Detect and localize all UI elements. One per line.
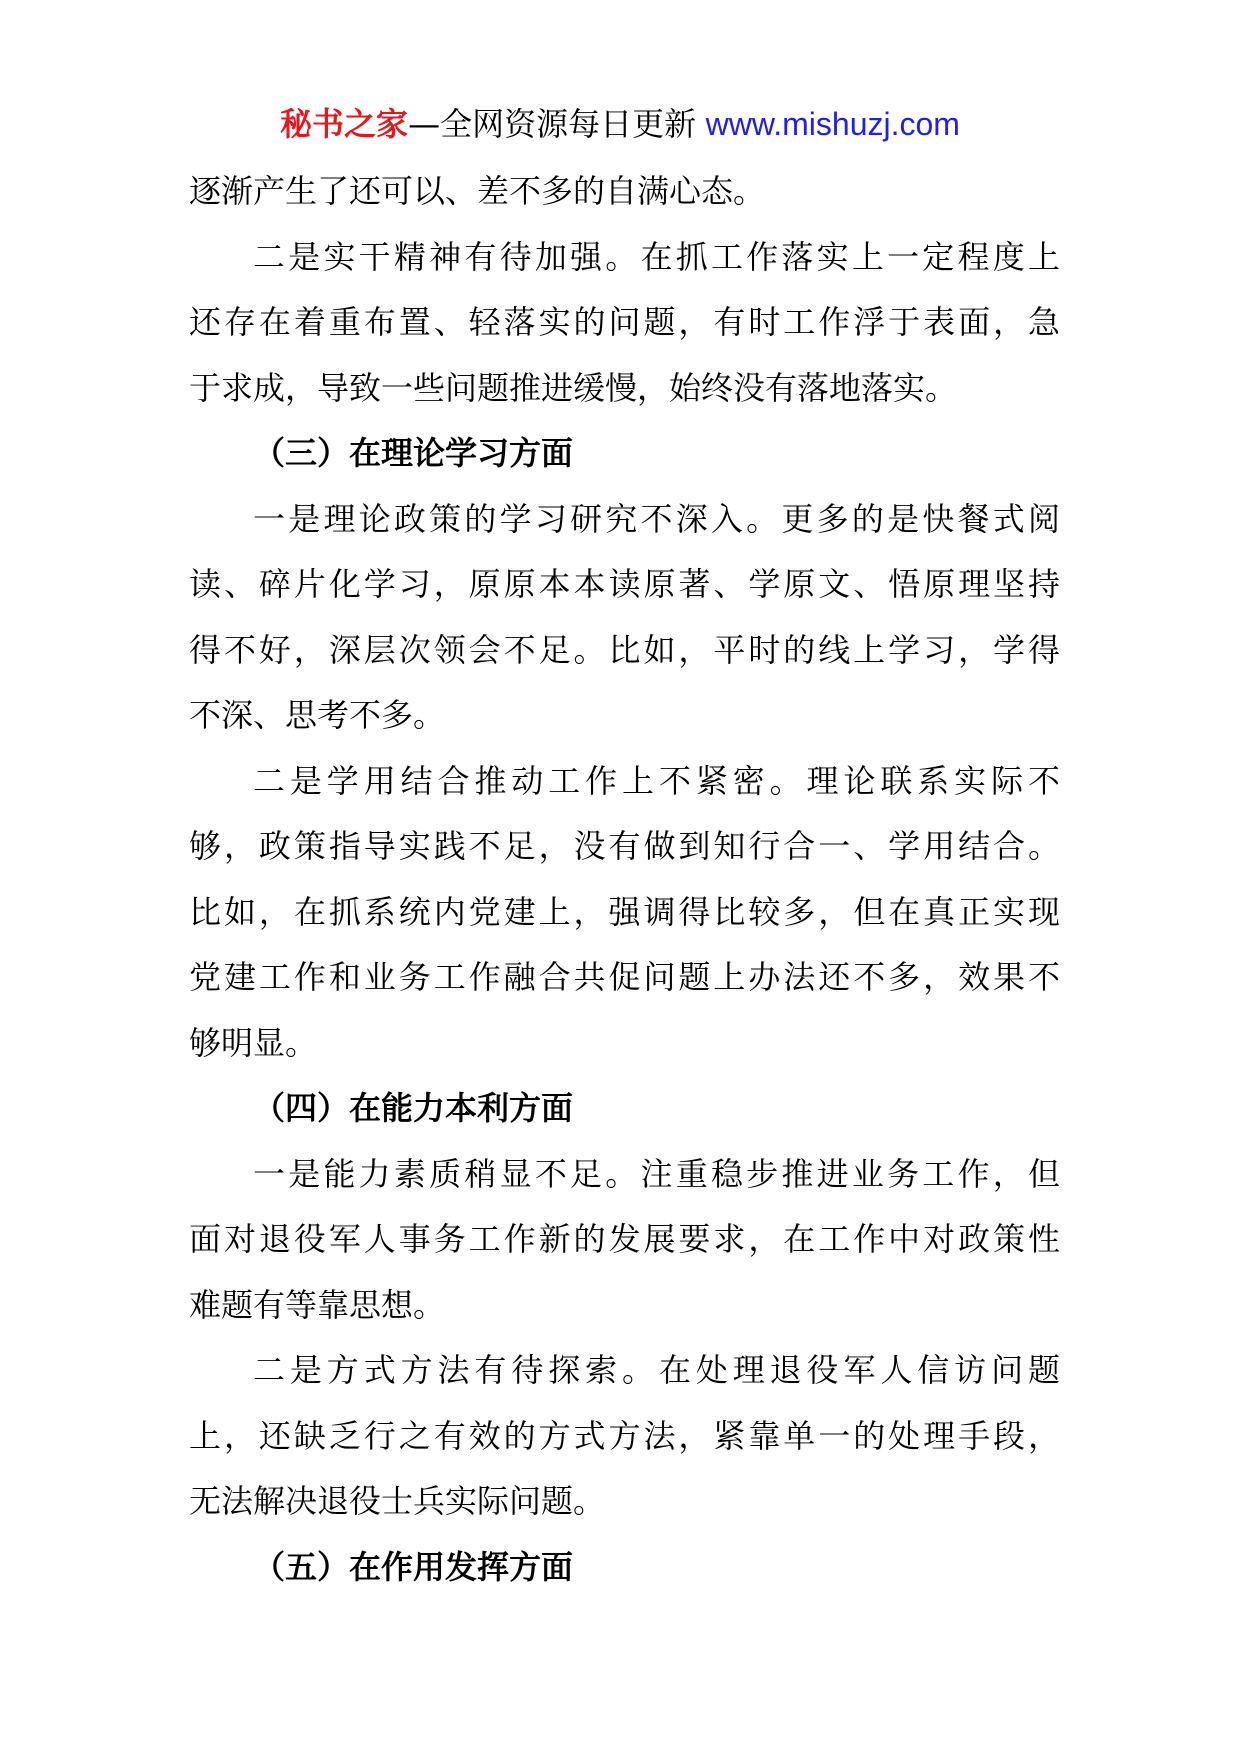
paragraph: [189, 159, 1060, 225]
body-text-line: 够，政策指导实践不足，没有做到知行合一、学用结合。: [189, 827, 1060, 865]
paragraph: [189, 225, 1060, 422]
body-text-line: 一是能力素质稍显不足。注重稳步推进业务工作，但: [253, 1154, 1060, 1193]
body-text-line: 比如，在抓系统内党建上，强调得比较多，但在真正实现: [189, 892, 1060, 931]
section-heading: （三）在理论学习方面: [253, 434, 574, 472]
body-text-line: 一是理论政策的学习研究不深入。更多的是快餐式阅: [253, 499, 1060, 538]
body-text-line: 无法解决退役士兵实际问题。: [189, 1482, 606, 1520]
body-text-line: 得不好，深层次领会不足。比如，平时的线上学习，学得: [189, 630, 1060, 669]
section-heading: （四）在能力本利方面: [253, 1089, 574, 1127]
body-text-line: 党建工作和业务工作融合共促问题上办法还不多，效果不: [189, 958, 1060, 996]
body-text-line: 难题有等靠思想。: [189, 1285, 446, 1324]
body-text-line: 面对退役军人事务工作新的发展要求，在工作中对政策性: [189, 1220, 1060, 1258]
paragraph: [189, 1338, 1060, 1535]
document-body: [189, 159, 1060, 1600]
body-text-line: 上，还缺乏行之有效的方式方法，紧靠单一的处理手段，: [189, 1416, 1060, 1455]
paragraph: [189, 487, 1060, 749]
paragraph: [189, 1142, 1060, 1339]
body-text-line: 不深、思考不多。: [189, 696, 446, 734]
body-text-line: 够明显。: [189, 1023, 318, 1062]
site-url: www.mishuzj.com: [705, 106, 960, 142]
body-text-line: 还存在着重布置、轻落实的问题，有时工作浮于表面，急: [189, 303, 1060, 341]
body-text-line: 逐渐产生了还可以、差不多的自满心态。: [189, 172, 766, 210]
body-text-line: 二是学用结合推动工作上不紧密。理论联系实际不: [253, 761, 1060, 800]
body-text-line: 于求成，导致一些问题推进缓慢，始终没有落地落实。: [189, 368, 958, 407]
site-brand: 秘书之家: [280, 105, 409, 143]
paragraph: [189, 749, 1060, 1077]
watermark-header: [0, 94, 1240, 154]
site-tagline: —全网资源每日更新: [408, 105, 697, 143]
body-text-line: 读、碎片化学习，原原本本读原著、学原文、悟原理坚持: [189, 565, 1060, 603]
body-text-line: 二是实干精神有待加强。在抓工作落实上一定程度上: [253, 237, 1060, 276]
body-text-line: 二是方式方法有待探索。在处理退役军人信访问题: [253, 1351, 1060, 1389]
section-heading: （五）在作用发挥方面: [253, 1547, 574, 1586]
